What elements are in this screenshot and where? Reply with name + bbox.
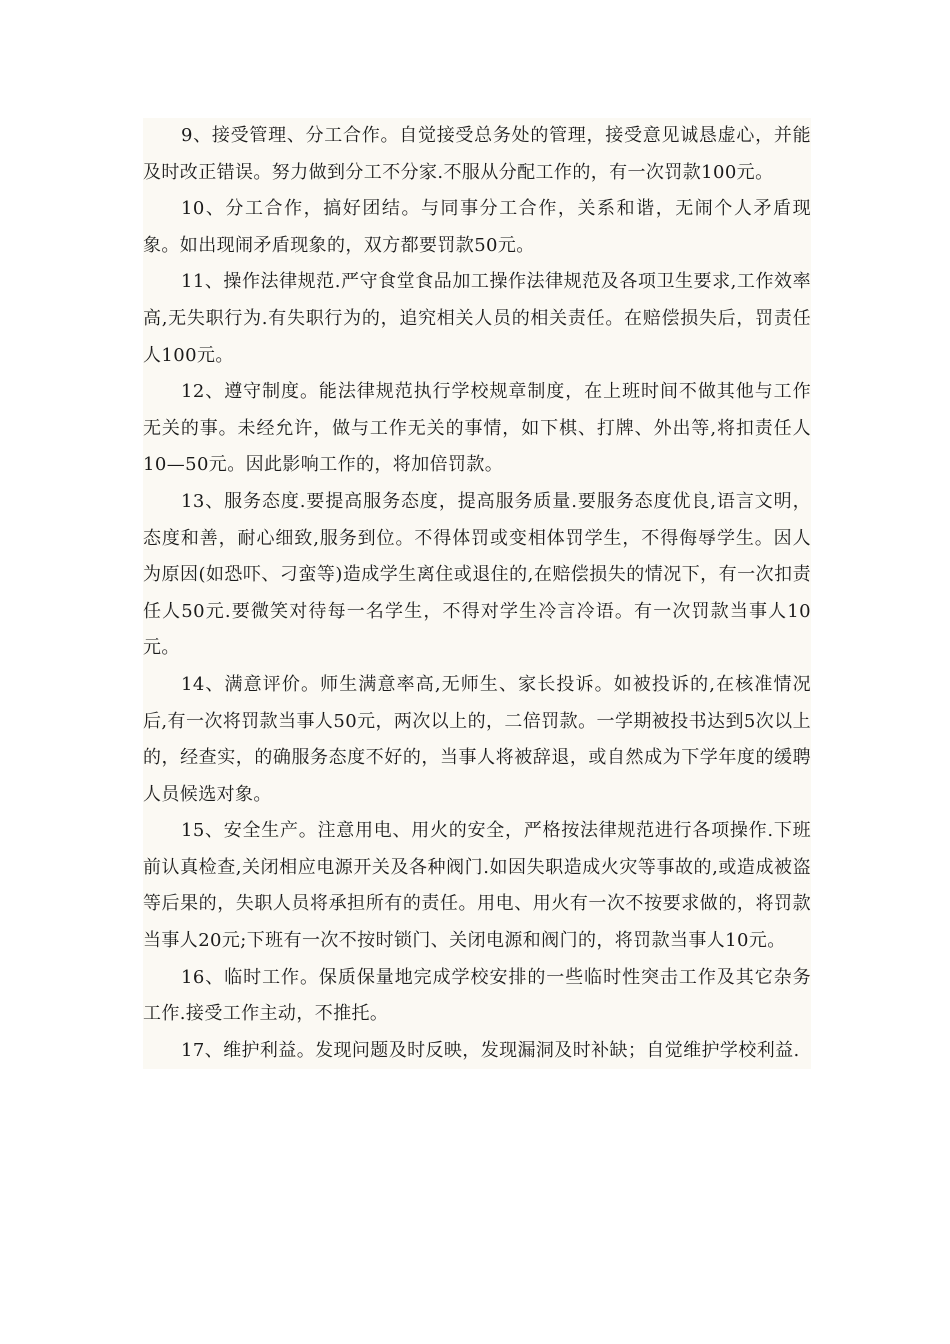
paragraph-item-10: 10、分工合作，搞好团结。与同事分工合作，关系和谐，无闹个人矛盾现象。如出现闹矛盾现象的，双方都要罚款50元。 bbox=[143, 198, 811, 256]
paragraph-item-15: 15、安全生产。注意用电、用火的安全，严格按法律规范进行各项操作.下班前认真检查,关闭相应电源开关及各种阀门.如因失职造成火灾等事故的,或造成被盗等后果的，失职人员将承担所有的责任。用电、用火有一次不按要求做的，将罚款当事人20元;下班有一次不按时锁门、关闭电源和阀门的，将罚款当事人10元。 bbox=[143, 820, 811, 952]
paragraph-item-17: 17、维护利益。发现问题及时反映，发现漏洞及时补缺；自觉维护学校利益. bbox=[181, 1039, 800, 1061]
paragraph-item-14: 14、满意评价。师生满意率高,无师生、家长投诉。如被投诉的,在核准情况后,有一次将罚款当事人50元，两次以上的，二倍罚款。一学期被投书达到5次以上的，经查实，的确服务态度不好的，当事人将被辞退，或自然成为下学年度的缓聘人员候选对象。 bbox=[143, 673, 811, 805]
document-body bbox=[143, 118, 811, 1069]
paragraph-item-12: 12、遵守制度。能法律规范执行学校规章制度，在上班时间不做其他与工作无关的事。未经允许，做与工作无关的事情，如下棋、打牌、外出等,将扣责任人10—50元。因此影响工作的，将加倍罚款。 bbox=[143, 381, 811, 476]
paragraph-item-13: 13、服务态度.要提高服务态度，提高服务质量.要服务态度优良,语言文明，态度和善，耐心细致,服务到位。不得体罚或变相体罚学生，不得侮辱学生。因人为原因(如恐吓、刁蛮等)造成学生离住或退住的,在赔偿损失的情况下，有一次扣责任人50元.要微笑对待每一名学生，不得对学生冷言冷语。有一次罚款当事人10元。 bbox=[143, 490, 811, 659]
paragraph-item-11: 11、操作法律规范.严守食堂食品加工操作法律规范及各项卫生要求,工作效率高,无失职行为.有失职行为的，追究相关人员的相关责任。在赔偿损失后，罚责任人100元。 bbox=[143, 271, 811, 366]
paragraph-item-9: 9、接受管理、分工合作。自觉接受总务处的管理，接受意见诚恳虚心，并能及时改正错误。努力做到分工不分家.不服从分配工作的，有一次罚款100元。 bbox=[143, 125, 811, 183]
paragraph-item-16: 16、临时工作。保质保量地完成学校安排的一些临时性突击工作及其它杂务工作.接受工作主动，不推托。 bbox=[143, 966, 811, 1025]
